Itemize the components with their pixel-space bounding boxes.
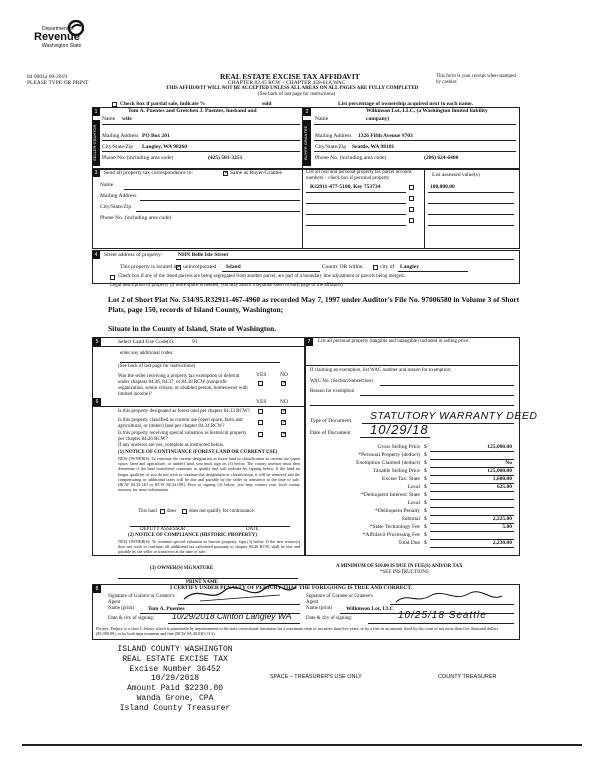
buyer-address: 1326 Fifth Avenue #703 bbox=[358, 133, 413, 139]
deputy-assessor-label: DEPUTY ASSESSOR bbox=[140, 527, 186, 532]
grantee-date-city: 10/25/18 Seattle bbox=[398, 610, 487, 621]
tax-row-currency: $ bbox=[424, 484, 427, 490]
tax-row-currency: $ bbox=[424, 540, 427, 546]
treasurer-space-label: SPACE – TREASURER'S USE ONLY bbox=[270, 674, 362, 680]
stamp-line-6: Wanda Grone, CPA bbox=[136, 693, 214, 703]
form-number: 84 0001a 09-2019 bbox=[27, 74, 68, 80]
tax-row-label: *Personal Property (deduct) bbox=[358, 452, 420, 458]
stamp-line-4: 10/29/2018 bbox=[150, 674, 199, 684]
assessed-value: 100,000.00 bbox=[430, 184, 455, 190]
tax-row-underline bbox=[430, 531, 514, 532]
seller-address: PO Box 201 bbox=[142, 133, 170, 139]
notice1-body: NEW OWNER(S): To continue the current designation as forest land or classification as current use (open space, farm and agriculture, or timber) land, you must sign on (3) below. The county assessor must then determine if the land transferred continues to qualify and will indicate by signing below. If the land no longer qualifies or you do not wish to continue the designation or classification, it will be removed and the compensating or additional taxes will be due and payable by the seller or transferor at the time of sale. (RCW 84.33.140 or RCW 84.34.108). Prior to signing (3) below, you may contact your local county assessor for more information. bbox=[118, 456, 300, 493]
grantor-date-label: Date & city of signing: bbox=[108, 616, 155, 621]
dor-swoosh-icon bbox=[68, 20, 84, 36]
tax-row-value: 1,600.00 bbox=[492, 476, 512, 482]
seller-city: Langley, WA 98260 bbox=[142, 144, 187, 150]
owner-signature-label: (3) OWNER(S) SIGNATURE bbox=[150, 566, 214, 571]
please-type: PLEASE TYPE OR PRINT bbox=[27, 80, 89, 86]
treasurer-stamp bbox=[90, 645, 260, 714]
legal-description-1: Lot 2 of Short Plat No. 534/95.R32911-467-4960 as recorded May 7, 1997 under Auditor's File No. 97006580 in Volume 3 of Short Plats, page 150, records of Island County, Washington; bbox=[108, 295, 520, 314]
doc-date-value: 10/29/18 bbox=[370, 422, 429, 437]
form-title: REAL ESTATE EXCISE TAX AFFIDAVIT bbox=[220, 72, 360, 81]
grantee-signature-scribble bbox=[394, 590, 504, 606]
q-forest-no[interactable]: ✕ bbox=[282, 409, 287, 414]
tax-row-currency: $ bbox=[424, 460, 427, 466]
section-1-marker: 1 bbox=[92, 108, 100, 116]
tax-row-underline bbox=[430, 507, 514, 508]
dept-revenue: Revenue bbox=[34, 31, 80, 43]
tax-row-label: *State Technology Fee bbox=[369, 524, 420, 530]
tax-row-currency: $ bbox=[424, 476, 427, 482]
reason-label: Reason for exemption bbox=[310, 389, 355, 394]
tax-row-currency: $ bbox=[424, 452, 427, 458]
doc-type-value: STATUTORY WARRANTY DEED bbox=[370, 410, 538, 422]
tax-row-value: 5.00 bbox=[502, 524, 512, 530]
stamp-line-5: Amount Paid $2230.00 bbox=[126, 684, 223, 694]
tax-row-currency: $ bbox=[424, 516, 427, 522]
tax-row-currency: $ bbox=[424, 468, 427, 474]
section-5-marker: 5 bbox=[93, 338, 101, 346]
doc-date-label: Date of Document bbox=[310, 430, 351, 436]
parcel-pp-checkbox-4[interactable] bbox=[409, 218, 414, 223]
tax-row-value: No bbox=[505, 460, 512, 466]
see-back-note: (See back of last page for instructions) bbox=[258, 92, 336, 97]
seller-phone-label: Phone No. (including area code) bbox=[102, 155, 174, 161]
tax-row-label: Taxable Selling Price bbox=[373, 468, 420, 474]
tax-row-value: 625.00 bbox=[496, 484, 512, 490]
grantee-name-label: Name (print) bbox=[306, 606, 332, 611]
tax-row-underline bbox=[430, 499, 514, 500]
buyer-city-label: City/State/Zip bbox=[315, 144, 347, 150]
notice2-body: NEW OWNER(S): To continue special valuation as historic property, sign (3) below. If the new owner(s) does not wish to continue, all additional tax calculated pursuant to chapter 84.26 RCW, shall be due and payable by the seller or transferor at the time of sale. bbox=[118, 539, 300, 555]
corr-phone-label: Phone No. (including area code) bbox=[100, 215, 172, 221]
tax-row-currency: $ bbox=[424, 532, 427, 538]
q-forest: Is this property designated as forest land per chapter 84.33 RCW? bbox=[118, 409, 250, 414]
county-value: Island bbox=[226, 264, 241, 270]
correspondence-label: Send all property tax correspondence to: bbox=[104, 170, 194, 176]
bottom-rule bbox=[22, 744, 582, 746]
receipt-note: This form is your receipt when stamped by cashier. bbox=[436, 74, 516, 85]
no-header-1: NO bbox=[280, 372, 288, 378]
tax-row-currency: $ bbox=[424, 444, 427, 450]
q-current-use-yes[interactable] bbox=[258, 420, 263, 425]
form-warning: THIS AFFIDAVIT WILL NOT BE ACCEPTED UNLESS ALL AREAS ON ALL PAGES ARE FULLY COMPLETED bbox=[166, 86, 419, 91]
grantee-date-label: Date & city of signing: bbox=[306, 616, 353, 621]
tax-row-label: Gross Selling Price bbox=[377, 444, 420, 450]
parcel-pp-checkbox-1[interactable] bbox=[409, 185, 414, 190]
buyer-name-line1: Wilkinson Lot, LLC, (a Washington limited liability bbox=[366, 108, 488, 114]
partial-sale-label: Check box if partial sale, indicate % bbox=[120, 101, 206, 107]
tax-row-value: 2,225.00 bbox=[492, 516, 512, 522]
land-does-not-label: does not qualify for continuance. bbox=[189, 509, 255, 514]
stamp-line-2: REAL ESTATE EXCISE TAX bbox=[122, 654, 228, 664]
parcels-header: List all real and personal property tax parcel account numbers – check box if personal property bbox=[306, 170, 412, 181]
tax-row-label: Local bbox=[407, 500, 420, 506]
tax-row-underline bbox=[430, 451, 514, 452]
grantor-date-city: 10/29/2018 Clinton Langley WA bbox=[172, 611, 292, 621]
city-of-label: city of bbox=[380, 264, 395, 270]
buyer-phone-label: Phone No. (including area code) bbox=[315, 155, 387, 161]
tax-row-value: 125,000.00 bbox=[487, 444, 512, 450]
segregation-checkbox[interactable] bbox=[110, 275, 115, 280]
section-3-marker: 3 bbox=[92, 169, 100, 177]
doc-type-label: Type of Document bbox=[310, 418, 352, 424]
section-6-marker: 6 bbox=[93, 398, 101, 406]
seller-name-line2: wife bbox=[122, 116, 132, 122]
section-4-marker: 4 bbox=[92, 251, 100, 259]
sig-grantor-label: Signature of Grantor or Grantor's Agent bbox=[108, 594, 175, 605]
see-instructions-note: *SEE INSTRUCTIONS bbox=[380, 570, 429, 575]
q-current-use: Is this property classified as current use (open space, farm and agricultural, or timber) land per chapter 84.34 RCW? bbox=[118, 418, 243, 429]
land-does-label: does bbox=[167, 509, 177, 514]
notice2-title: (2) NOTICE OF COMPLIANCE (HISTORIC PROPERTY) bbox=[128, 533, 257, 538]
section-7-marker: 7 bbox=[305, 338, 313, 346]
assessed-header: List assessed value(s) bbox=[432, 172, 480, 178]
tax-row-underline bbox=[430, 547, 514, 548]
seller-side-label: SELLER GRANTOR bbox=[92, 120, 100, 166]
tax-row-currency: $ bbox=[424, 492, 427, 498]
tax-row-label: *Delinquent Interest: State bbox=[361, 492, 420, 498]
certify-statement: I CERTIFY UNDER PENALTY OF PERJURY THAT THE FOREGOING IS TRUE AND CORRECT. bbox=[170, 585, 413, 591]
grantor-signature-scribble bbox=[180, 583, 300, 605]
tax-row-currency: $ bbox=[424, 524, 427, 530]
buyer-city: Seattle, WA 98101 bbox=[352, 144, 395, 150]
ownership-note: List percentage of ownership acquired next to each name. bbox=[338, 101, 473, 107]
buyer-address-label: Mailing Address bbox=[315, 133, 352, 139]
additional-codes-label: enter any additional codes: bbox=[120, 351, 174, 356]
q-historic-no[interactable]: ✕ bbox=[282, 432, 287, 437]
tax-row-label: Total Due bbox=[398, 540, 420, 546]
land-use-code: 91 bbox=[192, 339, 198, 345]
tax-row-label: Local bbox=[407, 484, 420, 490]
tax-row-value: 2,230.00 bbox=[492, 540, 512, 546]
corr-name-label: Name bbox=[100, 182, 114, 188]
print-name-label: PRINT NAME bbox=[186, 580, 218, 585]
dor-logo bbox=[22, 14, 84, 58]
perjury-statement: Perjury: Perjury is a class C felony which is punishable by imprisonment in the state correctional institution for a maximum term of not more than five years, or by a fine in an amount fixed by the court of not more than five thousand dollars ($5,000.00), or by both imprisonment and fine (RCW 9A.20.020 (1C)). bbox=[96, 626, 499, 637]
same-as-buyer-checkbox[interactable]: ✕ bbox=[224, 171, 229, 176]
deputy-date-label: DATE bbox=[246, 527, 259, 532]
buyer-name-label: Name bbox=[315, 116, 329, 122]
tax-row-label: *Affidavit Processing Fee bbox=[362, 532, 420, 538]
buyer-name-line2: company) bbox=[366, 116, 390, 122]
stamp-line-1: ISLAND COUNTY WASHINGTON bbox=[117, 645, 233, 654]
buyer-side-label: BUYER GRANTEE bbox=[303, 120, 311, 166]
unincorporated-label: unincorporated bbox=[183, 264, 217, 270]
parcel-pp-checkbox-3[interactable] bbox=[409, 207, 414, 212]
tax-row-label: Exemption Claimed (deduct) bbox=[356, 460, 420, 466]
grantor-name: Tom A. Puentes bbox=[148, 606, 185, 612]
city-value: Langley bbox=[400, 264, 419, 270]
tax-row-label: Subtotal bbox=[401, 516, 420, 522]
seller-city-label: City/State/Zip bbox=[102, 144, 134, 150]
sig-grantee-label: Signature of Grantee or Grantee's Agent bbox=[306, 594, 373, 605]
grantee-name: Wilkinson Lot, LLC bbox=[346, 606, 394, 612]
seller-name-line1: Tom A. Puentes and Gretchen J. Puentes, husband and bbox=[128, 108, 257, 114]
located-in-label: This property is located in bbox=[120, 264, 178, 270]
parcel-pp-checkbox-2[interactable] bbox=[409, 196, 414, 201]
legal-desc-label: Legal description of property (if more space is needed, you may attach a separate sheet to each page of the affidavit) bbox=[110, 283, 343, 288]
street-label: Street address of property: bbox=[104, 252, 163, 258]
section-2-marker: 2 bbox=[303, 108, 311, 116]
wac-label: WAC No. (Section/Subsection) bbox=[310, 379, 373, 384]
corr-address-label: Mailing Address bbox=[100, 193, 137, 199]
segregation-note: Check box if any of the listed parcels are being segregated from another parcel, are part of a boundary line adjustment or parcels being merged. bbox=[118, 274, 405, 279]
dept-line: Department of bbox=[42, 26, 74, 32]
tax-row-currency: $ bbox=[424, 508, 427, 514]
land-use-label: Select Land Use Code(s): bbox=[118, 339, 175, 345]
q-current-use-no[interactable]: ✕ bbox=[282, 420, 287, 425]
unincorporated-checkbox[interactable]: ✕ bbox=[177, 265, 182, 270]
tax-row-currency: $ bbox=[424, 500, 427, 506]
buyer-phone: (206) 624-6480 bbox=[424, 155, 459, 161]
yes-header-2: YES bbox=[256, 399, 267, 405]
tax-row-underline bbox=[430, 491, 514, 492]
tax-row-label: Excise Tax: State bbox=[381, 476, 420, 482]
tax-row-value: 125,000.00 bbox=[487, 468, 512, 474]
county-treasurer-label: COUNTY TREASURER bbox=[438, 674, 497, 680]
street-address: NHN Belle Isle Street bbox=[178, 252, 229, 258]
county-label: County OR within bbox=[322, 264, 363, 270]
stamp-line-3: Excise Number 36452 bbox=[129, 664, 221, 674]
section-8-marker: 8 bbox=[93, 585, 101, 593]
same-as-buyer-label: Same as Buyer/Grantee bbox=[230, 170, 282, 176]
stamp-line-7: Island County Treasurer bbox=[119, 703, 231, 713]
no-header-2: NO bbox=[280, 399, 288, 405]
q-historic-yes[interactable] bbox=[258, 432, 263, 437]
q-exemption-yes[interactable] bbox=[258, 381, 263, 386]
grantor-name-label: Name (print) bbox=[108, 606, 134, 611]
legal-description-2: Situate in the County of Island, State of Washington. bbox=[108, 324, 277, 333]
exemption-claim-label: If claiming an exemption, list WAC number and reason for exemption: bbox=[310, 368, 452, 373]
seller-name-label: Name bbox=[102, 116, 116, 122]
q-forest-yes[interactable] bbox=[258, 409, 263, 414]
land-does-checkbox[interactable] bbox=[160, 509, 165, 514]
form-subtitle: CHAPTER 82.45 RCW – CHAPTER 458-61A WAC bbox=[228, 80, 346, 86]
seller-phone: (425) 501-3251 bbox=[208, 155, 243, 161]
land-does-not-checkbox[interactable] bbox=[182, 509, 187, 514]
q-exemption-no[interactable]: ✕ bbox=[282, 381, 287, 386]
city-of-checkbox[interactable] bbox=[373, 265, 378, 270]
q-exemption: Was the seller receiving a property tax exemption or deferral under chapters 84.36, 84.37, or 84.38 RCW (nonprofit organization, senior citizen, or disabled person, homeowner with limited income)? bbox=[118, 374, 248, 397]
partial-sale-sold: sold bbox=[262, 101, 272, 107]
yes-header-1: YES bbox=[256, 372, 267, 378]
parcel-number: R32911-477-5100, Key 753734 bbox=[310, 184, 381, 190]
q-historic: Is this property receiving special valuation as historical property per chapter 84.26 RCW? bbox=[118, 431, 247, 442]
land-use-see-back: (See back of last page for instructions) bbox=[118, 364, 196, 369]
dept-state: Washington State bbox=[42, 43, 82, 49]
if-yes-note: If any answers are yes, complete as instructed below. bbox=[118, 443, 225, 448]
corr-city-label: City/State/Zip bbox=[100, 204, 132, 210]
notice1-title: (1) NOTICE OF CONTINUANCE (FOREST LAND OR CURRENT USE) bbox=[118, 450, 278, 455]
seller-address-label: Mailing Address bbox=[102, 133, 139, 139]
this-land-label: This land bbox=[138, 509, 157, 514]
tax-row-label: *Delinquent Penalty bbox=[374, 508, 420, 514]
personal-property-label: List all personal property (tangible and intangible) included in selling price. bbox=[318, 339, 470, 344]
minimum-fee-note: A MINIMUM OF $10.00 IS DUE IN FEE(S) AND/OR TAX bbox=[336, 564, 463, 569]
